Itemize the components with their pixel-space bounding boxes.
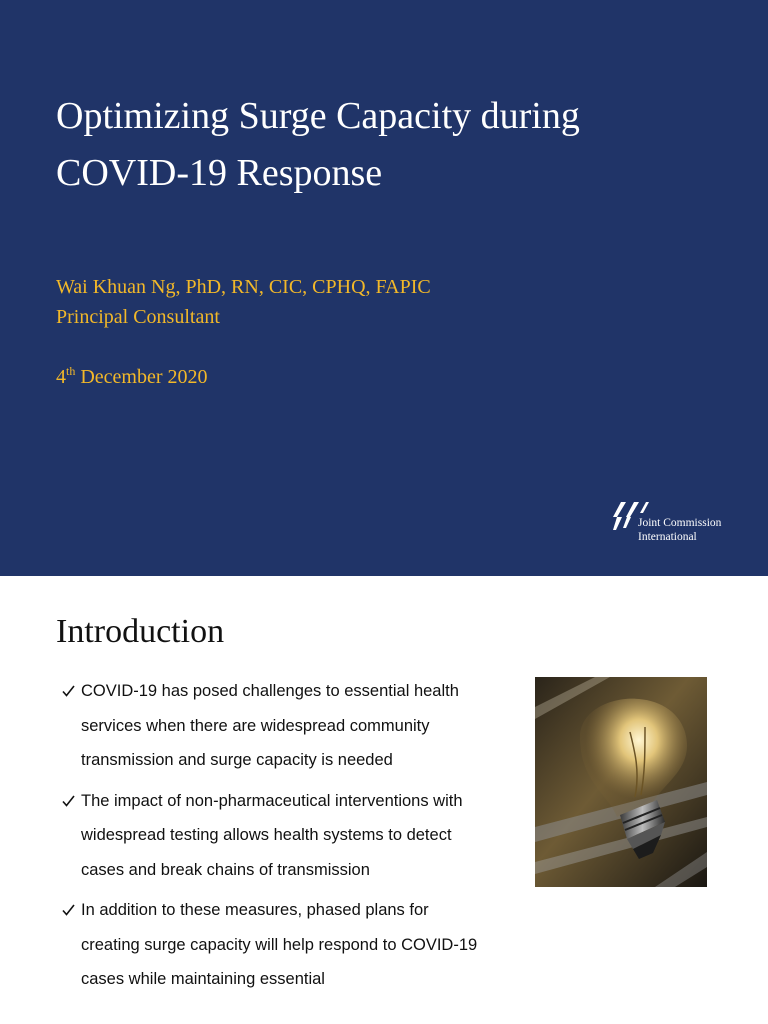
presenter-block xyxy=(56,272,431,332)
jci-logo-line2: International xyxy=(638,531,697,543)
jci-logo-line1: Joint Commission xyxy=(638,517,722,529)
bullet-list xyxy=(62,674,482,1003)
section-heading: Introduction xyxy=(56,613,225,650)
presenter-role: Principal Consultant xyxy=(56,306,220,328)
bullet-text: In addition to these measures, phased plans for creating surge capacity will help respond to COVID-19 cases while maintaining essential xyxy=(81,901,478,988)
jci-logo-text xyxy=(638,516,721,544)
bullet-text: COVID-19 has posed challenges to essential health services when there are widespread community transmission and surge capacity is needed xyxy=(81,682,459,769)
bullet-text: The impact of non-pharmaceutical interventions with widespread testing allows health systems to detect cases and break chains of transmission xyxy=(81,791,463,879)
presenter-name: Wai Khuan Ng, PhD, RN, CIC, CPHQ, FAPIC xyxy=(56,276,431,298)
check-icon xyxy=(62,795,75,807)
list-item xyxy=(62,893,482,997)
presentation-title: Optimizing Surge Capacity during COVID-19 Response xyxy=(56,95,580,194)
introduction-slide xyxy=(0,576,768,1024)
presentation-date xyxy=(56,362,208,392)
list-item xyxy=(62,784,482,888)
check-icon xyxy=(62,685,75,697)
jci-logo xyxy=(613,502,725,546)
check-icon xyxy=(62,904,75,916)
date-month-year: December 2020 xyxy=(75,366,208,388)
date-day: 4 xyxy=(56,366,66,388)
light-bulb-photo xyxy=(535,677,707,887)
list-item xyxy=(62,674,482,778)
date-suffix: th xyxy=(66,364,76,378)
